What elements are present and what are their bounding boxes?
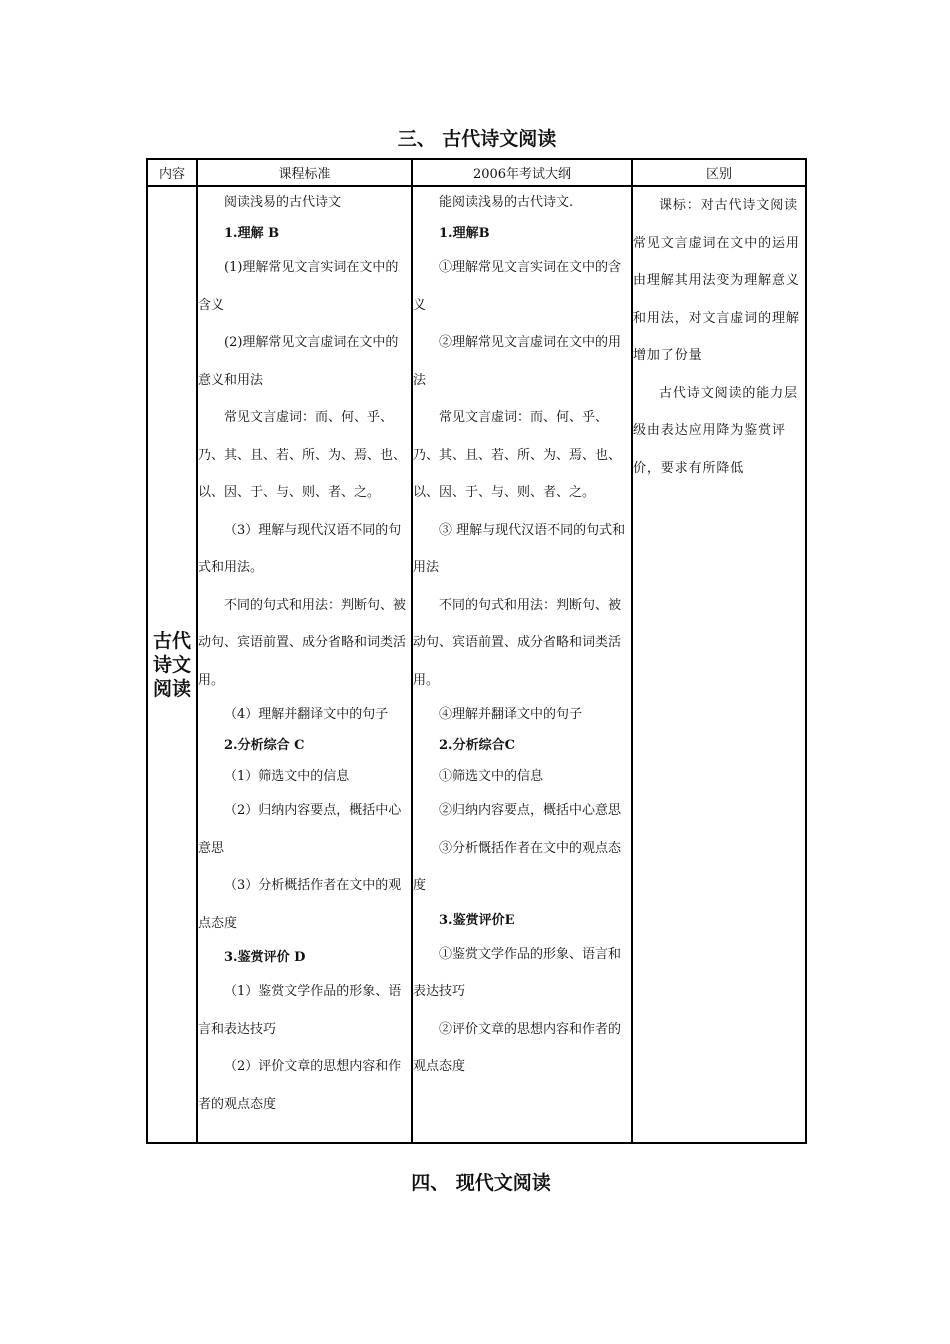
paragraph: ①筛选文中的信息 (439, 769, 544, 784)
paragraph: （3）分析概括作者在文中的观点态度 (198, 878, 402, 931)
paragraph: ①理解常见文言实词在文中的含义 (413, 260, 622, 313)
paragraph: 阅读浅易的古代诗文 (224, 195, 342, 210)
paragraph: 2.分析综合C (439, 738, 515, 753)
paragraph: 3.鉴赏评价E (439, 912, 515, 928)
paragraph: ②归纳内容要点，概括中心意思 (439, 803, 622, 818)
row-label (147, 186, 197, 1143)
paragraph: ①鉴赏文学作品的形象、语言和表达技巧 (413, 946, 622, 999)
paragraph: （1）筛选文中的信息 (224, 769, 350, 784)
paragraph: ②理解常见文言虚词在文中的用法 (413, 335, 622, 388)
paragraph: （2）归纳内容要点，概括中心意思 (198, 803, 402, 856)
difference-cell (632, 186, 806, 1143)
comparison-table (146, 158, 807, 1144)
paragraph: （3）理解与现代汉语不同的句式和用法。 (198, 522, 402, 575)
header-standard: 课程标准 (197, 159, 412, 186)
paragraph: ②评价文章的思想内容和作者的观点态度 (413, 1021, 622, 1074)
paragraph: ③分析慨括作者在文中的观点态度 (413, 840, 622, 893)
paragraph: 古代诗文阅读的能力层级由表达应用降为鉴赏评价，要求有所降低 (633, 385, 799, 476)
paragraph: ④理解并翻译文中的句子 (439, 707, 583, 722)
paragraph: ③ 理解与现代汉语不同的句式和用法 (413, 522, 626, 575)
paragraph: 1.理解B (439, 226, 490, 241)
paragraph: 能阅读浅易的古代诗文. (439, 195, 574, 210)
paragraph: 不同的句式和用法：判断句、被动句、宾语前置、成分省略和词类活用。 (413, 597, 622, 688)
table-row (147, 186, 806, 1143)
paragraph: 常见文言虚词：而、何、乎、乃、其、且、若、所、为、焉、也、以、因、于、与、则、者、之。 (198, 410, 407, 500)
paragraph: (1)理解常见文言实词在文中的含义 (198, 260, 399, 313)
row-label-line: 诗文 (152, 653, 191, 676)
header-content: 内容 (147, 159, 197, 186)
paragraph: 3.鉴赏评价 D (224, 950, 306, 965)
table-header-row (147, 159, 806, 186)
paragraph: （1）鉴赏文学作品的形象、语言和表达技巧 (198, 984, 402, 1037)
section-3-title: 三、 古代诗文阅读 (397, 128, 557, 150)
header-syllabus: 2006年考试大纲 (412, 159, 632, 186)
paragraph: 不同的句式和用法：判断句、被动句、宾语前置、成分省略和词类活用。 (198, 597, 407, 688)
row-label-line: 阅读 (152, 677, 191, 700)
paragraph: 常见文言虚词：而、何、乎、乃、其、且、若、所、为、焉、也、以、因、于、与、则、者、之。 (413, 410, 622, 500)
paragraph: （2）评价文章的思想内容和作者的观点态度 (198, 1059, 402, 1112)
paragraph: （4）理解并翻译文中的句子 (224, 707, 389, 722)
standard-cell (197, 186, 412, 1143)
paragraph: (2)理解常见文言虚词在文中的意义和用法 (198, 335, 399, 388)
section-4-title: 四、 现代文阅读 (411, 1172, 551, 1194)
row-label-line: 古代 (152, 629, 191, 652)
paragraph: 2.分析综合 C (224, 738, 305, 753)
paragraph: 课标：对古代诗文阅读常见文言虚词在文中的运用由理解其用法变为理解意义和用法，对文言虚词的理解增加了份量 (633, 198, 800, 363)
paragraph: 1.理解 B (224, 226, 280, 241)
header-difference: 区别 (632, 159, 806, 186)
syllabus-cell (412, 186, 632, 1143)
